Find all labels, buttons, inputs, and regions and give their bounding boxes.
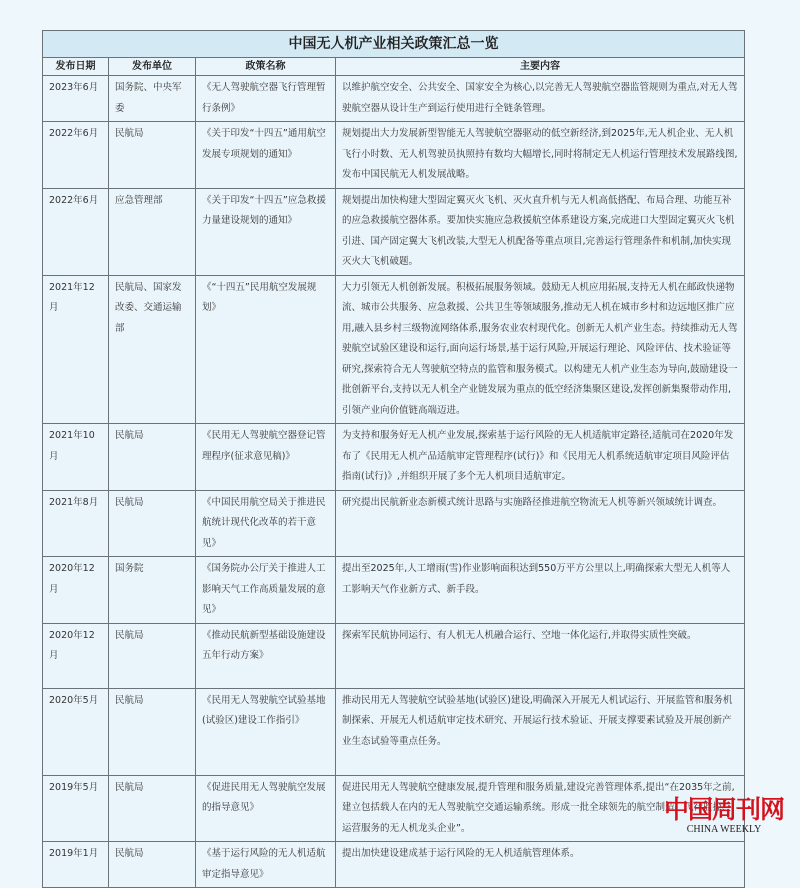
cell-name: 《中国民用航空局关于推进民航统计现代化改革的若干意见》 — [196, 490, 336, 557]
cell-date: 2020年12月 — [43, 557, 109, 624]
cell-name: 《关于印发“十四五”通用航空发展专项规划的通知》 — [196, 122, 336, 189]
cell-unit: 民航局 — [109, 842, 196, 888]
cell-date: 2020年5月 — [43, 688, 109, 775]
cell-unit: 民航局、国家发改委、交通运输部 — [109, 275, 196, 424]
cell-name: 《无人驾驶航空器飞行管理暂行条例》 — [196, 76, 336, 122]
table-row — [43, 557, 745, 624]
cell-content: 规划提出大力发展新型智能无人驾驶航空器驱动的低空新经济,到2025年,无人机企业、无人机飞行小时数、无人机驾驶员执照持有数均大幅增长,同时将制定无人机运行管理技术发展路线图,发布中国民航无人机发展战略。 — [336, 122, 745, 189]
cell-content: 大力引领无人机创新发展。积极拓展服务领域。鼓励无人机应用拓展,支持无人机在邮政快递物流、城市公共服务、应急救援、公共卫生等领域服务,推动无人机在城市乡村和边远地区推广应用,融入县乡村三级物流网络体系,服务农业农村现代化。创新无人机产业生态。持续推动无人驾驶航空试验区建设和运行,面向运行场景,基于运行风险,开展运行理论、风险评估、技术验证等研究,探索符合无人驾驶航空特点的监管和服务模式。以构建无人机产业生态为导向,鼓励建设一批创新平台,支持以无人机全产业链发展为重点的低空经济集聚区建设,发挥创新集聚带动作用,引领产业向价值链高端迈进。 — [336, 275, 745, 424]
cell-unit: 民航局 — [109, 490, 196, 557]
cell-content: 推动民用无人驾驶航空试验基地(试验区)建设,明确深入开展无人机试运行、开展监管和服务机制探索、开展无人机适航审定技术研究、开展运行技术验证、开展支撑要素试验及开展创新产业生态试验等重点任务。 — [336, 688, 745, 775]
cell-date: 2019年5月 — [43, 775, 109, 842]
cell-name: 《促进民用无人驾驶航空发展的指导意见》 — [196, 775, 336, 842]
cell-content: 为支持和服务好无人机产业发展,探索基于运行风险的无人机适航审定路径,适航司在2020年发布了《民用无人机产品适航审定管理程序(试行)》和《民用无人机系统适航审定项目风险评估指南(试行)》,并组织开展了多个无人机项目适航审定。 — [336, 424, 745, 491]
logo-en: CHINA WEEKLY — [686, 824, 762, 835]
table-row — [43, 275, 745, 424]
cell-name: 《民用无人驾驶航空试验基地(试验区)建设工作指引》 — [196, 688, 336, 775]
table-row — [43, 122, 745, 189]
column-header-date: 发布日期 — [43, 58, 109, 76]
china-weekly-logo — [664, 796, 784, 836]
policy-table — [42, 30, 745, 888]
cell-name: 《国务院办公厅关于推进人工影响天气工作高质量发展的意见》 — [196, 557, 336, 624]
cell-unit: 国务院 — [109, 557, 196, 624]
cell-content: 研究提出民航新业态新模式统计思路与实施路径推进航空物流无人机等新兴领域统计调查。 — [336, 490, 745, 557]
cell-name: 《“十四五”民用航空发展规划》 — [196, 275, 336, 424]
cell-unit: 国务院、中央军委 — [109, 76, 196, 122]
table-title: 中国无人机产业相关政策汇总一览 — [43, 31, 745, 58]
column-header-name: 政策名称 — [196, 58, 336, 76]
table-row — [43, 188, 745, 275]
cell-name: 《基于运行风险的无人机适航审定指导意见》 — [196, 842, 336, 888]
cell-unit: 民航局 — [109, 623, 196, 688]
cell-date: 2021年12月 — [43, 275, 109, 424]
cell-date: 2021年10月 — [43, 424, 109, 491]
table-row — [43, 490, 745, 557]
column-header-content: 主要内容 — [336, 58, 745, 76]
cell-date: 2021年8月 — [43, 490, 109, 557]
cell-date: 2023年6月 — [43, 76, 109, 122]
table-row — [43, 775, 745, 842]
table-row — [43, 623, 745, 688]
column-header-unit: 发布单位 — [109, 58, 196, 76]
table-row — [43, 424, 745, 491]
cell-date: 2020年12月 — [43, 623, 109, 688]
table-row — [43, 76, 745, 122]
cell-content: 以维护航空安全、公共安全、国家安全为核心,以完善无人驾驶航空器监管规则为重点,对无人驾驶航空器从设计生产到运行使用进行全链条管理。 — [336, 76, 745, 122]
cell-date: 2019年1月 — [43, 842, 109, 888]
logo-cn: 中国周刊网 — [664, 795, 785, 824]
cell-content: 提出至2025年,人工增雨(雪)作业影响面积达到550万平方公里以上,明确探索大型无人机等人工影响天气作业新方式、新手段。 — [336, 557, 745, 624]
table-row — [43, 842, 745, 888]
cell-name: 《推动民航新型基础设施建设五年行动方案》 — [196, 623, 336, 688]
cell-unit: 民航局 — [109, 122, 196, 189]
cell-content: 探索军民航协同运行、有人机无人机融合运行、空地一体化运行,并取得实质性突破。 — [336, 623, 745, 688]
table-row — [43, 688, 745, 775]
cell-unit: 应急管理部 — [109, 188, 196, 275]
cell-unit: 民航局 — [109, 775, 196, 842]
cell-content: 规划提出加快构建大型固定翼灭火飞机、灭火直升机与无人机高低搭配、布局合理、功能互补的应急救援航空器体系。要加快实施应急救援航空体系建设方案,完成进口大型固定翼灭火飞机引进、国产固定翼大飞机改装,大型无人机配备等重点项目,完善运行管理条件和机制,加快实现灭火大飞机破题。 — [336, 188, 745, 275]
cell-unit: 民航局 — [109, 688, 196, 775]
cell-name: 《民用无人驾驶航空器登记管理程序(征求意见稿)》 — [196, 424, 336, 491]
cell-date: 2022年6月 — [43, 122, 109, 189]
cell-date: 2022年6月 — [43, 188, 109, 275]
cell-content: 提出加快建设建成基于运行风险的无人机适航管理体系。 — [336, 842, 745, 888]
cell-content: 促进民用无人驾驶航空健康发展,提升管理和服务质量,建设完善管理体系,提出“在2035年之前,建立包括载人在内的无人驾驶航空交通运输系统。形成一批全球领先的航空制造、飞行监控、运营服务的无人机龙头企业”。 — [336, 775, 745, 842]
cell-unit: 民航局 — [109, 424, 196, 491]
cell-name: 《关于印发“十四五”应急救援力量建设规划的通知》 — [196, 188, 336, 275]
